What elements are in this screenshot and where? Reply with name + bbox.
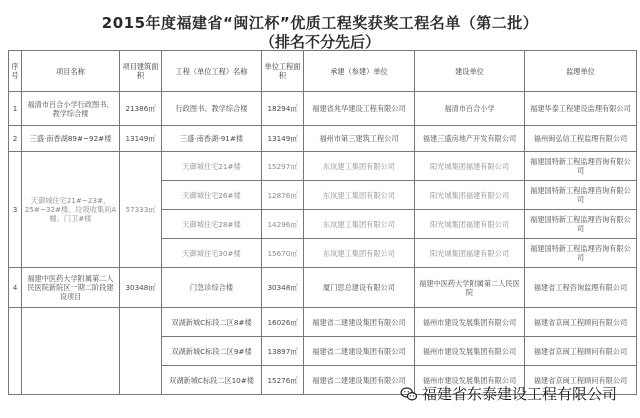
cell-contractor: 福建省兆华建设工程有限公司 xyxy=(304,92,415,126)
cell-builder: 福州市建设发展集团有限公司 xyxy=(415,337,525,366)
cell-contractor: 东岚建工集团有限公司 xyxy=(304,210,415,239)
header-unit-name: 工程（单位工程）名称 xyxy=(162,51,262,92)
header-seq: 序号 xyxy=(9,51,22,92)
awards-table xyxy=(8,50,637,395)
cell-contractor: 福州市第三建筑工程公司 xyxy=(304,126,415,152)
cell-unit-name: 双湖新城C标段二区9#楼 xyxy=(162,337,262,366)
header-builder: 建设单位 xyxy=(415,51,525,92)
cell-unit-name: 天御城住宅26#楼 xyxy=(162,181,262,210)
cell-contractor: 福建省二建建设集团有限公司 xyxy=(304,308,415,337)
cell-project-name xyxy=(22,308,120,395)
cell-project-name: 福建中医药大学附属第二人民医院新院区一期二阶段建设项目 xyxy=(22,268,120,308)
cell-supervisor: 福建省京闽工程顾问有限公司 xyxy=(525,308,637,337)
table-row xyxy=(9,308,637,337)
cell-builder: 阳光城集团福建有限公司 xyxy=(415,181,525,210)
cell-project-name: 天御城住宅21#~23#、25#~32#楼、垃圾收集间A幢、门卫#楼 xyxy=(22,152,120,268)
cell-unit-name: 双湖新城C标段二区8#楼 xyxy=(162,308,262,337)
cell-supervisor: 福州闽弘信工程监理有限公司 xyxy=(525,126,637,152)
cell-seq: 1 xyxy=(9,92,22,126)
cell-unit-area: 15670㎡ xyxy=(262,239,304,268)
cell-contractor: 厦门思总建设有限公司 xyxy=(304,268,415,308)
cell-unit-area: 16026㎡ xyxy=(262,308,304,337)
wechat-icon xyxy=(400,385,418,403)
cell-project-area: 13149㎡ xyxy=(120,126,162,152)
table-row xyxy=(9,126,637,152)
table-row xyxy=(9,92,637,126)
cell-unit-name: 天御城住宅21#楼 xyxy=(162,152,262,181)
cell-supervisor: 福建华泰工程建设监理有限公司 xyxy=(525,92,637,126)
cell-contractor: 福建省二建建设集团有限公司 xyxy=(304,366,415,395)
table-row xyxy=(9,268,637,308)
cell-unit-area: 15276㎡ xyxy=(262,366,304,395)
cell-seq xyxy=(9,308,22,395)
cell-contractor: 东岚建工集团有限公司 xyxy=(304,181,415,210)
cell-project-area: 21386㎡ xyxy=(120,92,162,126)
header-project: 项目名称 xyxy=(22,51,120,92)
cell-unit-area: 15297㎡ xyxy=(262,152,304,181)
cell-project-name: 三盛·南香湖89#~92#楼 xyxy=(22,126,120,152)
watermark xyxy=(400,383,617,404)
cell-unit-area: 18294㎡ xyxy=(262,92,304,126)
header-contractor: 承建（参建）单位 xyxy=(304,51,415,92)
cell-supervisor: 福建省京闽工程顾问有限公司 xyxy=(525,366,637,395)
cell-supervisor: 福建国特新工程监理咨询有限公司 xyxy=(525,239,637,268)
cell-contractor: 东岚建工集团有限公司 xyxy=(304,239,415,268)
header-supervisor: 监理单位 xyxy=(525,51,637,92)
cell-builder: 阳光城集团福建有限公司 xyxy=(415,239,525,268)
cell-supervisor: 福建国特新工程监理咨询有限公司 xyxy=(525,152,637,181)
watermark-text: 福建省东泰建设工程有限公司 xyxy=(422,385,618,403)
cell-supervisor: 福建国特新工程监理咨询有限公司 xyxy=(525,181,637,210)
cell-unit-name: 行政图书、教学综合楼 xyxy=(162,92,262,126)
cell-builder: 福清市百合小学 xyxy=(415,92,525,126)
cell-unit-area: 30348㎡ xyxy=(262,268,304,308)
cell-supervisor: 福建国特新工程监理咨询有限公司 xyxy=(525,210,637,239)
header-unit-area: 单位工程面积 xyxy=(262,51,304,92)
cell-unit-area: 13149㎡ xyxy=(262,126,304,152)
table-header-row xyxy=(9,51,637,92)
cell-unit-name: 天御城住宅30#楼 xyxy=(162,239,262,268)
cell-contractor: 东岚建工集团有限公司 xyxy=(304,152,415,181)
table-row xyxy=(9,152,637,181)
document-subtitle: （排名不分先后） xyxy=(259,33,380,51)
cell-project-area: 57333㎡ xyxy=(120,152,162,268)
cell-builder: 阳光城集团福建有限公司 xyxy=(415,210,525,239)
cell-unit-area: 14296㎡ xyxy=(262,210,304,239)
cell-builder: 阳光城集团福建有限公司 xyxy=(415,152,525,181)
cell-builder: 福州市建设发展集团有限公司 xyxy=(415,308,525,337)
document-title: 2015年度福建省“闽江杯”优质工程奖获奖工程名单（第二批） xyxy=(101,14,539,32)
cell-builder: 福州市建设发展集团有限公司 xyxy=(415,366,525,395)
cell-unit-name: 双湖新城C标段二区10#楼 xyxy=(162,366,262,395)
cell-supervisor: 福建省京闽工程顾问有限公司 xyxy=(525,337,637,366)
cell-project-name: 福清市百合小学行政图书、教学综合楼 xyxy=(22,92,120,126)
cell-project-area: 30348㎡ xyxy=(120,268,162,308)
cell-builder: 福建三盛房地产开发有限公司 xyxy=(415,126,525,152)
cell-seq: 2 xyxy=(9,126,22,152)
cell-seq: 4 xyxy=(9,268,22,308)
cell-supervisor: 福建省工程咨询监理有限公司 xyxy=(525,268,637,308)
cell-unit-name: 天御城住宅28#楼 xyxy=(162,210,262,239)
cell-unit-name: 门急诊综合楼 xyxy=(162,268,262,308)
cell-seq: 3 xyxy=(9,152,22,268)
cell-project-area xyxy=(120,308,162,395)
cell-unit-name: 三盛·南香湖-91#楼 xyxy=(162,126,262,152)
cell-unit-area: 12876㎡ xyxy=(262,181,304,210)
header-area: 项目建筑面积 xyxy=(120,51,162,92)
cell-contractor: 福建省二建建设集团有限公司 xyxy=(304,337,415,366)
cell-builder: 福建中医药大学附属第二人民医院 xyxy=(415,268,525,308)
cell-unit-area: 13897㎡ xyxy=(262,337,304,366)
